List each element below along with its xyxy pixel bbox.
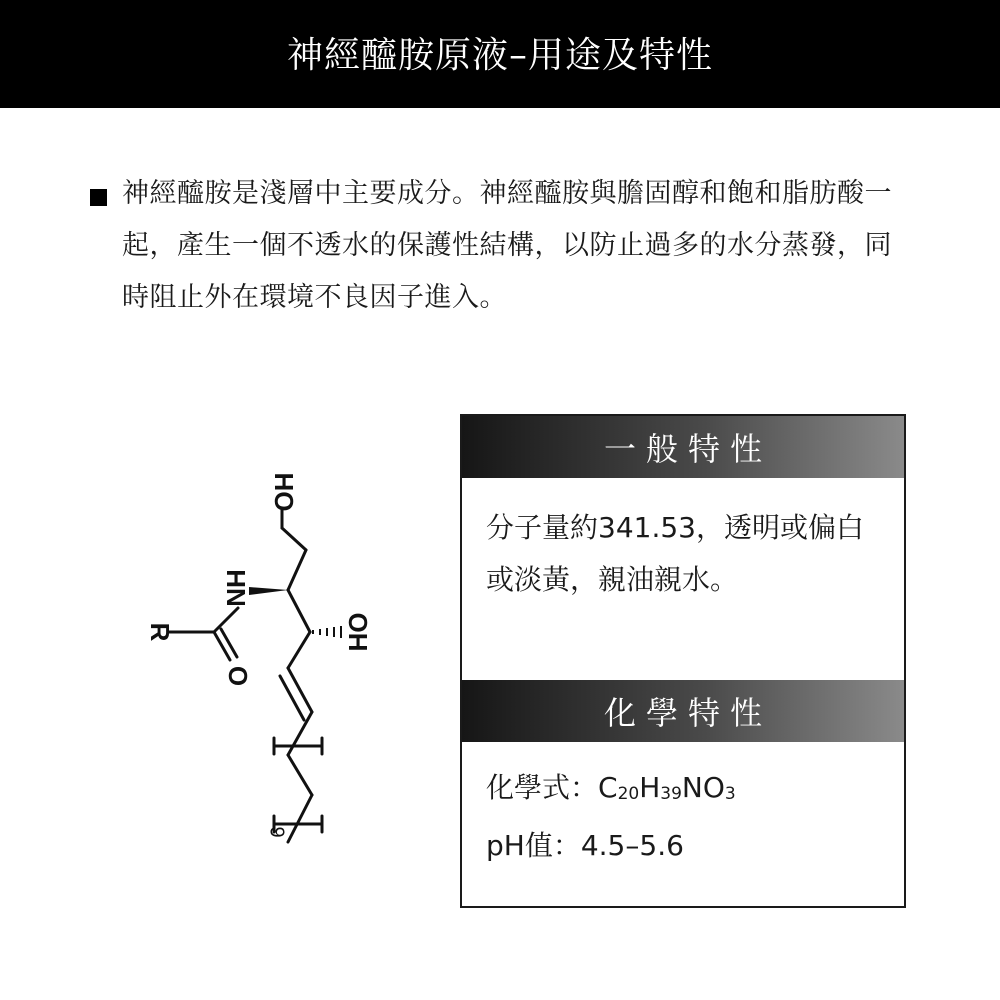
formula-c-count: 20 [617, 784, 640, 804]
chain-bond-3 [288, 795, 312, 842]
bond-c3-c4 [288, 632, 310, 668]
page-title: 神經醯胺原液–用途及特性 [286, 34, 713, 76]
chain-bond-2 [288, 755, 312, 795]
chemical-properties-title: 化學特性 [603, 694, 772, 732]
label-oh: OH [343, 612, 374, 652]
formula-c: C [598, 771, 618, 804]
ph-value: 4.5–5.6 [580, 829, 684, 862]
bullet-square-icon [90, 189, 107, 206]
bond-ch2-c1 [282, 528, 306, 550]
formula-label: 化學式： [486, 771, 599, 804]
general-properties-title: 一般特性 [603, 430, 772, 468]
formula-line [486, 762, 891, 820]
chain-bond-1 [288, 712, 312, 755]
chemical-properties-header [462, 680, 904, 742]
bond-hn-co [214, 608, 238, 632]
bond-co-a [214, 632, 230, 660]
formula-h: H [639, 771, 661, 804]
label-repeat-n: 9 [265, 826, 288, 838]
label-ho: HO [269, 472, 300, 512]
chemical-properties-body [486, 762, 891, 872]
formula-h-count: 39 [660, 784, 682, 804]
properties-panel [460, 414, 906, 908]
ceramide-structure-diagram [130, 450, 390, 870]
ph-label: pH值： [486, 829, 581, 862]
label-o: O [223, 665, 254, 687]
formula-o-count: 3 [724, 784, 736, 804]
bond-c4-c5-double [280, 676, 304, 720]
general-properties-text: 分子量約341.53，透明或偏白或淡黃，親油親水。 [486, 511, 864, 596]
label-r: R [145, 622, 176, 642]
bond-c4-c5 [288, 668, 312, 712]
description-text: 神經醯胺是淺層中主要成分。神經醯胺與膽固醇和飽和脂肪酸一起，產生一個不透水的保護性結構，以防止過多的水分蒸發，同時阻止外在環境不良因子進入。 [122, 178, 892, 313]
ph-line [486, 820, 891, 872]
header-bar [0, 0, 1000, 108]
label-hn: HN [221, 569, 252, 607]
hash-bond-oh [313, 626, 341, 638]
bond-c1-c2 [288, 550, 306, 590]
wedge-bond-nh [249, 587, 288, 595]
general-properties-header [462, 416, 904, 478]
bond-co-b [221, 629, 237, 657]
bond-c2-c3 [288, 590, 310, 632]
formula-no: NO [681, 771, 725, 804]
